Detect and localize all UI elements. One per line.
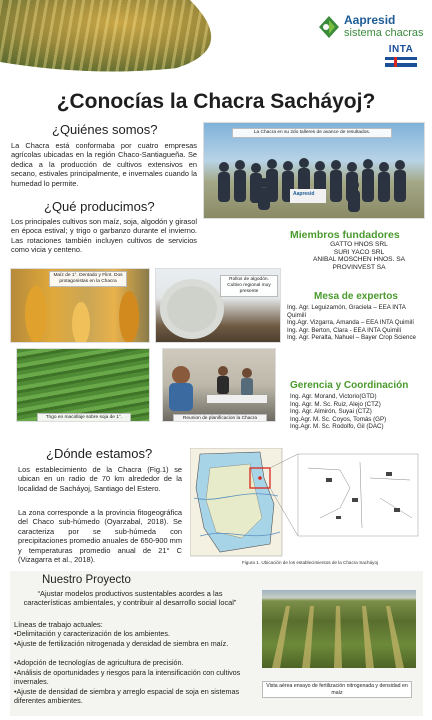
expertos-heading: Mesa de expertos (314, 291, 398, 302)
logo-subtitle: sistema chacras (344, 27, 424, 39)
cotton-caption: Rollos de algodón. Cultivo regional muy presente (220, 275, 278, 297)
donde-text-1: Los establecimiento de la Chacra (Fig.1) se ubican en un radio de 70 km alrededor de la localidad de Sacháyoj, Santiago del Estero. (18, 465, 182, 493)
list-item: Ing.Agr. Vizgarra, Amanda – EEA INTA Quimilí (287, 319, 415, 327)
list-item: Ing. Agr. Peralta, Nahuel – Bayer Crop Science (287, 334, 416, 342)
aerial-caption: Vista aérea ensayo de fertilización nitrogenada y densidad en maíz (262, 681, 412, 698)
aerial-plots (262, 590, 416, 668)
list-item: Ing. Agr. Morand, Victorio(GTD) (290, 393, 377, 400)
list-item: •Adopción de tecnologías de agricultura de precisión. (14, 658, 184, 667)
inta-logo (381, 44, 421, 68)
list-item: Ing. Agr. M. Sc. Ruiz, Alejo (CTZ) (290, 400, 381, 408)
location-map-figure (190, 448, 424, 565)
list-item: •Análisis de oportunidades y riesgos para la intensificación con cultivos invernales. (14, 668, 241, 686)
group-photo-caption: La Chacra en su 2do talleres de avance de resultados. (232, 128, 392, 138)
inta-flag-icon (385, 57, 417, 67)
list-item: ANIBAL MOSCHEN HNOS. SA (312, 256, 406, 264)
expertos-list (287, 304, 424, 342)
group-photo (203, 122, 425, 219)
list-item: Ing. Agr. Almirón, Suyai (CTZ) (290, 408, 372, 416)
location-map (190, 448, 424, 560)
gerencia-list (290, 393, 424, 431)
list-item: •Delimitación y caracterización de los ambientes. (14, 629, 170, 638)
donde-heading: ¿Dónde estamos? (46, 446, 153, 461)
quienes-text: La Chacra está conformaba por cuatro empresas agrícolas ubicadas en la región Chaco-Santiagueña. Se dedica a la producción de cultivos extensivos en secano, estivales principalmente, e invernales cuando la humedad lo permite. (11, 141, 197, 188)
miembros-list (294, 241, 424, 271)
map-caption: Figura 1. Ubicación de los establecimientos de la Chacra Sacháyoj (241, 560, 379, 565)
meeting-caption: Reunion de planificacion la Chacra (173, 414, 267, 422)
proyecto-quote: “Ajustar modelos productivos sustentables acordes a las características ambientales, y contribuir al desarrollo social local” (23, 589, 237, 607)
wheat-caption: Trigo en macollaje sobre soja de 1°. (37, 413, 131, 422)
cotton-photo (155, 268, 281, 343)
maize-caption: Maíz de 1°. Dentado y Flint. Dos protagonistas en la Chacra (49, 271, 127, 287)
list-item: •Ajuste de fertilización nitrogenada y densidad de siembra en maíz. (14, 639, 229, 648)
page-title: ¿Conocías la Chacra Sacháyoj? (56, 90, 376, 113)
lineas-heading: Líneas de trabajo actuales: (14, 620, 103, 629)
list-item: Ing. Agr. Berton, Clara - EEA INTA Quimilí (287, 326, 402, 334)
meeting-photo (162, 348, 276, 422)
group-banner-text: Aapresid (293, 191, 315, 197)
que-text: Los principales cultivos son maíz, soja, algodón y girasol en época estival; y trigo o garbanzo durante el invierno. Las rotaciones también incluyen cultivos de servicios como vicia y centeno. (11, 217, 197, 255)
list-item: Ing. Agr. Leguizamón, Graciela – EEA INTA Quimilí (287, 304, 406, 319)
que-heading: ¿Qué producimos? (44, 199, 155, 214)
aerial-photo (262, 590, 416, 668)
gerencia-heading: Gerencia y Coordinación (290, 380, 409, 391)
maize-photo (10, 268, 150, 343)
meeting-people (163, 349, 276, 422)
proyecto-heading: Nuestro Proyecto (42, 574, 131, 586)
leaf-icon (318, 15, 340, 39)
wheat-photo (16, 348, 150, 422)
aapresid-logo (318, 13, 428, 43)
quienes-heading: ¿Quiénes somos? (52, 122, 158, 137)
inta-label: INTA (388, 44, 414, 55)
list-item: Ing.Agr. M. Sc. Rodolfo, Gil (DAC) (290, 423, 384, 431)
miembros-heading: Miembros fundadores (290, 229, 400, 241)
donde-text-2: La zona corresponde a la provincia fitogeográfica del Chaco sub-húmedo (Oyarzabal, 2018). Se caracteriza por se sub-húmeda con precipitaciones promedio anuales de 650-900 mm y temperaturas promedio anual de 21° C (Vizagarra et al., 2018). (18, 508, 182, 565)
list-item: Ing.Agr. M. Sc. Coyos, Tomás (GP) (290, 415, 387, 423)
list-item: SURI YACO SRL (333, 248, 385, 256)
list-item: PROVINVEST SA (332, 263, 386, 271)
list-item: GATTO HNOS SRL (330, 241, 388, 248)
logo-name: Aapresid (344, 13, 396, 27)
list-item: •Ajuste de densidad de siembra y arreglo espacial de soja en sistemas diferentes ambientes. (14, 687, 240, 705)
